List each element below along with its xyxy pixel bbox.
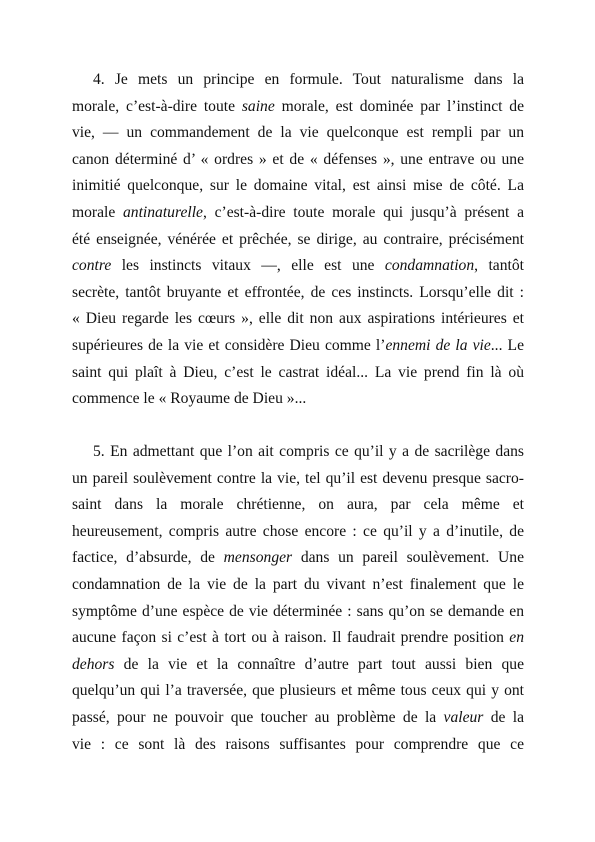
text-line: [72, 572, 524, 599]
italic-text: en: [509, 629, 524, 647]
text-run: vie : ce sont là des raisons suffisantes pour comprendre que ce: [72, 735, 524, 753]
text-line: [72, 333, 524, 360]
text-line: [72, 120, 524, 147]
text-run: passé, pour ne pouvoir que toucher au problème de la: [72, 708, 444, 726]
text-line: [72, 599, 524, 626]
text-line: [72, 625, 524, 652]
text-run: supérieures de la vie et considère Dieu comme l’: [72, 336, 386, 354]
text-line: [72, 94, 524, 121]
text-run: commence le « Royaume de Dieu »...: [72, 390, 307, 408]
text-run: , c’est-à-dire toute morale qui jusqu’à présent a: [202, 203, 524, 221]
text-run: inimitié quelconque, sur le domaine vital, est ainsi mise de côté. La: [72, 177, 524, 195]
italic-text: antinaturelle: [123, 203, 203, 221]
text-run: un pareil soulèvement contre la vie, tel qu’il est devenu presque sacro-: [72, 469, 524, 487]
text-run: de la vie et la connaître d’autre part tout aussi bien que: [114, 655, 524, 673]
text-line: [72, 652, 524, 679]
text-line: [72, 519, 524, 546]
text-line: [72, 732, 524, 759]
text-run: de la: [483, 708, 524, 726]
text-line: [72, 705, 524, 732]
text-run: vie, — un commandement de la vie quelconque est rempli par un: [72, 124, 524, 142]
text-line: [72, 227, 524, 254]
text-run: heureusement, compris autre chose encore : ce qu’il y a d’inutile, de: [72, 522, 524, 540]
text-line: [72, 280, 524, 307]
text-line: [72, 147, 524, 174]
text-line: [72, 173, 524, 200]
paragraph-5: [72, 439, 524, 758]
text-run: « Dieu regarde les cœurs », elle dit non aux aspirations intérieures et: [72, 310, 524, 328]
text-line: [72, 253, 524, 280]
text-run: saint qui plaît à Dieu, c’est le castrat idéal... La vie prend fin là où: [72, 363, 524, 381]
text-line: [72, 545, 524, 572]
text-line: [72, 306, 524, 333]
text-line: [72, 360, 524, 387]
text-run: été enseignée, vénérée et prêchée, se dirige, au contraire, précisément: [72, 230, 524, 248]
text-run: , tantôt: [474, 257, 524, 275]
text-run: 5. En admettant que l’on ait compris ce qu’il y a de sacrilège dans: [93, 443, 524, 460]
text-run: quelqu’un qui l’a traversée, que plusieurs et même tous ceux qui y ont: [72, 682, 524, 700]
text-run: dans un pareil soulèvement. Une: [292, 549, 525, 567]
italic-text: contre: [72, 257, 112, 275]
italic-text: condamnation: [384, 257, 475, 275]
text-line: [72, 67, 524, 94]
text-run: canon déterminé d’ « ordres » et de « défenses », une entrave ou une: [72, 150, 524, 168]
text-run: secrète, tantôt bruyante et effrontée, de ces instincts. Lorsqu’elle dit :: [72, 283, 524, 301]
text-run: les instincts vitaux —, elle est une: [111, 257, 385, 275]
text-line: [72, 386, 524, 413]
text-run: factice, d’absurde, de: [72, 549, 224, 567]
text-line: [72, 466, 524, 493]
text-line: [72, 439, 524, 466]
italic-text: saine: [241, 97, 275, 115]
text-run: morale: [72, 203, 123, 221]
text-run: condamnation de la vie de la part du vivant n’est finalement que le: [72, 575, 524, 593]
italic-text: mensonger: [223, 549, 293, 567]
italic-text: valeur: [443, 708, 484, 726]
text-run: morale, est dominée par l’instinct de: [274, 97, 524, 115]
text-line: [72, 492, 524, 519]
text-run: morale, c’est-à-dire toute: [72, 97, 242, 115]
text-line: [72, 200, 524, 227]
italic-text: dehors: [72, 655, 115, 673]
text-run: ... Le: [490, 336, 524, 354]
text-line: [72, 678, 524, 705]
text-run: saint dans la morale chrétienne, on aura, par cela même et: [72, 496, 524, 514]
italic-text: ennemi de la vie: [385, 336, 491, 354]
text-run: aucune façon si c’est à tort ou à raison. Il faudrait prendre position: [72, 629, 510, 647]
text-run: symptôme d’une espèce de vie déterminée : sans qu’on se demande en: [72, 602, 524, 620]
paragraph-4: [72, 67, 524, 413]
text-run: 4. Je mets un principe en formule. Tout naturalisme dans la: [93, 71, 524, 88]
